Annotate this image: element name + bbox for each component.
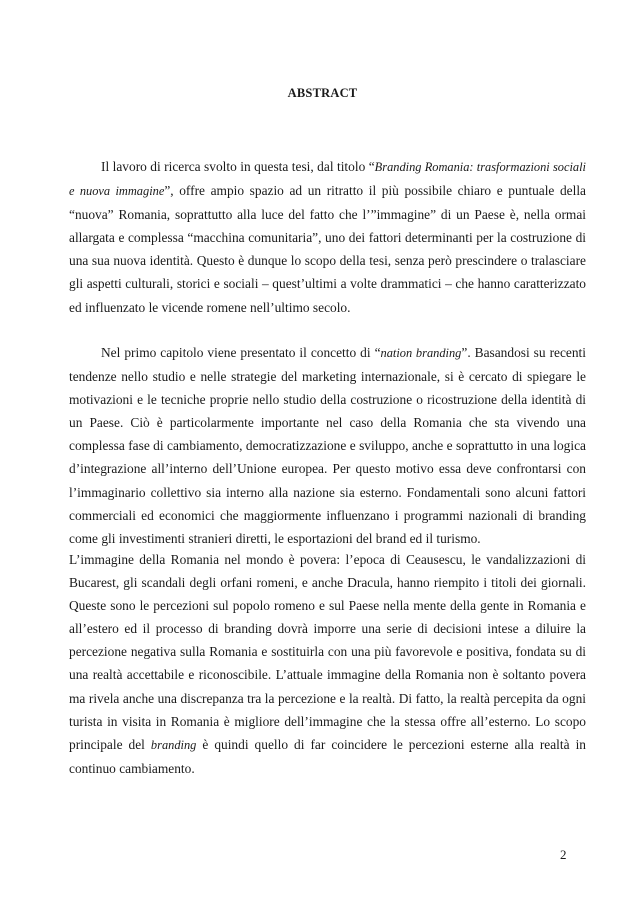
- page-title: ABSTRACT: [287, 86, 358, 100]
- paragraph-2: [69, 341, 586, 550]
- italic-text: Branding Romania: trasformazioni sociali e nuova immagine: [69, 160, 586, 199]
- paragraph-text: Nel primo capitolo viene presentato il concetto di “: [101, 345, 381, 360]
- paragraph-text: ”. Basandosi su recenti tendenze nello studio e nelle strategie del marketing internazionale, si è cercato di spiegare le motivazioni e le tecniche proprie nello studio della costruzione o ricostruzione della identità di un Paese. Ciò è particolarmente importante nel caso della Romania che sta vivendo una complessa fase di cambiamento, democratizzazione e sviluppo, anche e soprattutto in una logica d’integrazione all’interno dell’Unione europea. Per questo motivo essa deve confrontarsi con l’immaginario collettivo sia interno alla nazione sia esterno. Fondamentali sono alcuni fattori commerciali ed economici che maggiormente influenzano i programmi nazionali di branding come gli investimenti stranieri diretti, le esportazioni del brand ed il turismo.: [69, 345, 587, 546]
- paragraph-text: è quindi quello di far coincidere le percezioni esterne alla realtà in continuo cambiamento.: [69, 736, 586, 776]
- paragraph-text: Il lavoro di ricerca svolto in questa tesi, dal titolo “: [101, 159, 375, 174]
- paragraph-1: [69, 155, 586, 319]
- paragraph-text: ”, offre ampio spazio ad un ritratto il più possibile chiaro e puntuale della “nuova” Romania, soprattutto alla luce del fatto che l’”immagine” di un Paese è, nella ormai allargata e complessa “macchina comunitaria”, uno dei fattori determinanti per la costruzione di una sua nuova identità. Questo è dunque lo scopo della tesi, senza però prescindere o tralasciare gli aspetti culturali, storici e sociali – quest’ultimi a volte drammatici – che hanno caratterizzato ed influenzato le vicende romene nell’ultimo secolo.: [69, 183, 586, 315]
- italic-text: nation branding: [380, 346, 462, 360]
- paragraph-3: [69, 548, 586, 780]
- body-paragraph-block-1: [69, 155, 586, 319]
- italic-text: branding: [150, 737, 197, 752]
- page-number: 2: [560, 847, 567, 862]
- body-paragraph-block-2: [69, 341, 586, 550]
- body-paragraph-block-3: [69, 548, 586, 780]
- paragraph-text: L’immagine della Romania nel mondo è povera: l’epoca di Ceausescu, le vandalizzazioni di Bucarest, gli scandali degli orfani romeni, e anche Dracula, hanno riempito i titoli dei giornali. Queste sono le percezioni sul popolo romeno e sul Paese nella mente della gente in Romania e all’estero ed il processo di branding dovrà imporre una serie di decisioni intese a diluire la percezione negativa sulla Romania e sostituirla con una più favorevole e positiva, fondata su di una realtà accettabile e riconoscibile. L’attuale immagine della Romania non è soltanto povera ma rivela anche una discrepanza tra la percezione e la realtà. Di fatto, la realtà percepita da ogni turista in visita in Romania è migliore dell’immagine che la stessa offre all’esterno. Lo scopo principale del: [69, 552, 586, 752]
